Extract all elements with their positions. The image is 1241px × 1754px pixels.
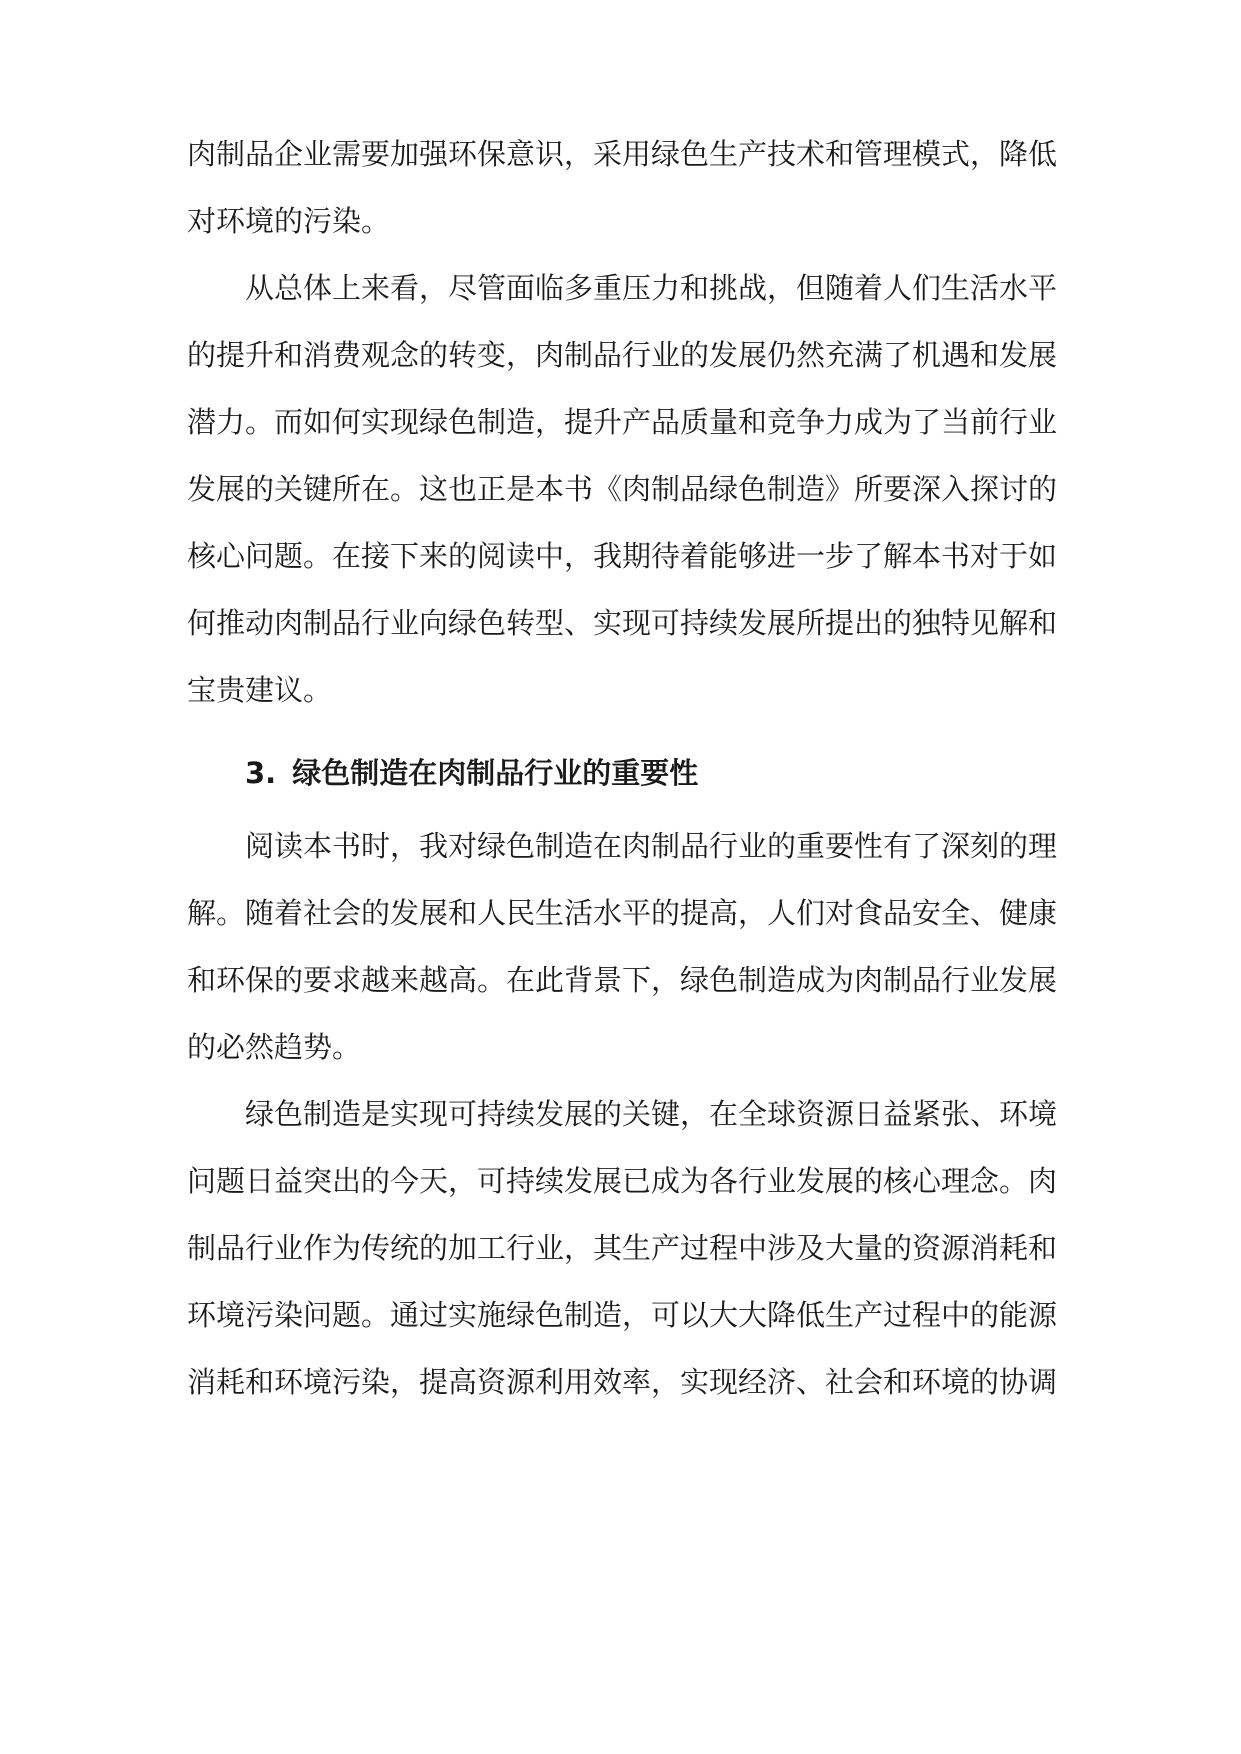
paragraph-4-line-4: 环境污染问题。通过实施绿色制造，可以大大降低生产过程中的能源 <box>187 1298 1058 1332</box>
paragraph-3-line-1: 阅读本书时，我对绿色制造在肉制品行业的重要性有了深刻的理 <box>245 829 1058 863</box>
paragraph-1-line-1: 肉制品企业需要加强环保意识，采用绿色生产技术和管理模式，降低 <box>187 137 1058 171</box>
paragraph-2-line-2: 的提升和消费观念的转变，肉制品行业的发展仍然充满了机遇和发展 <box>187 338 1058 372</box>
paragraph-3-line-4: 的必然趋势。 <box>187 1030 362 1064</box>
paragraph-1-line-2: 对环境的污染。 <box>187 204 391 238</box>
paragraph-2-line-5: 核心问题。在接下来的阅读中，我期待着能够进一步了解本书对于如 <box>187 539 1058 573</box>
section-heading-title: 绿色制造在肉制品行业的重要性 <box>292 756 699 790</box>
paragraph-2-line-4: 发展的关键所在。这也正是本书《肉制品绿色制造》所要深入探讨的 <box>187 472 1058 506</box>
paragraph-4-line-5: 消耗和环境污染，提高资源利用效率，实现经济、社会和环境的协调 <box>187 1365 1058 1399</box>
paragraph-2-line-6: 何推动肉制品行业向绿色转型、实现可持续发展所提出的独特见解和 <box>187 606 1058 640</box>
paragraph-3-line-3: 和环保的要求越来越高。在此背景下，绿色制造成为肉制品行业发展 <box>187 963 1058 997</box>
section-heading <box>245 753 698 793</box>
paragraph-2-line-1: 从总体上来看，尽管面临多重压力和挑战，但随着人们生活水平 <box>245 271 1058 305</box>
paragraph-2-line-7: 宝贵建议。 <box>187 673 333 707</box>
paragraph-3-line-2: 解。随着社会的发展和人民生活水平的提高，人们对食品安全、健康 <box>187 896 1058 930</box>
paragraph-4-line-2: 问题日益突出的今天，可持续发展已成为各行业发展的核心理念。肉 <box>187 1164 1058 1198</box>
paragraph-4-line-3: 制品行业作为传统的加工行业，其生产过程中涉及大量的资源消耗和 <box>187 1231 1058 1265</box>
paragraph-2-line-3: 潜力。而如何实现绿色制造，提升产品质量和竞争力成为了当前行业 <box>187 405 1058 439</box>
section-heading-number: 3. <box>245 756 277 790</box>
paragraph-4-line-1: 绿色制造是实现可持续发展的关键，在全球资源日益紧张、环境 <box>245 1097 1058 1131</box>
